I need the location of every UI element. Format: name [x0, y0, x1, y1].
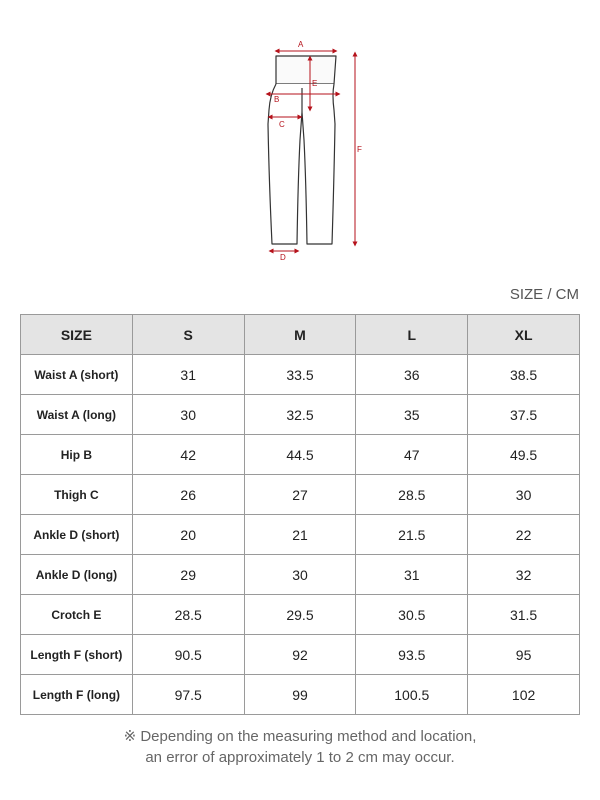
cell: 90.5: [132, 635, 244, 675]
row-label: Waist A (short): [21, 355, 133, 395]
cell: 37.5: [468, 395, 580, 435]
note-line-2: an error of approximately 1 to 2 cm may occur.: [145, 749, 455, 766]
cell: 31: [132, 355, 244, 395]
cell: 47: [356, 435, 468, 475]
cell: 95: [468, 635, 580, 675]
cell: 99: [244, 675, 356, 715]
row-label: Crotch E: [21, 595, 133, 635]
cell: 30: [244, 555, 356, 595]
measurement-note: [0, 726, 600, 768]
row-label: Thigh C: [21, 475, 133, 515]
row-label: Length F (short): [21, 635, 133, 675]
table-header-row: [21, 315, 580, 355]
table-row: [21, 435, 580, 475]
cell: 36: [356, 355, 468, 395]
row-label: Ankle D (long): [21, 555, 133, 595]
label-a: A: [298, 40, 304, 49]
label-b: B: [274, 95, 280, 104]
cell: 31: [356, 555, 468, 595]
header-m: M: [244, 315, 356, 355]
size-chart-table: [20, 314, 580, 715]
table-row: [21, 555, 580, 595]
cell: 102: [468, 675, 580, 715]
cell: 38.5: [468, 355, 580, 395]
cell: 35: [356, 395, 468, 435]
cell: 33.5: [244, 355, 356, 395]
header-l: L: [356, 315, 468, 355]
note-line-1: ※ Depending on the measuring method and location,: [123, 728, 477, 745]
cell: 30: [132, 395, 244, 435]
header-size: SIZE: [21, 315, 133, 355]
table-row: [21, 675, 580, 715]
label-d: D: [280, 253, 286, 262]
pants-measurement-diagram: [240, 30, 380, 270]
label-f: F: [357, 145, 362, 154]
cell: 32.5: [244, 395, 356, 435]
header-s: S: [132, 315, 244, 355]
label-e: E: [312, 79, 318, 88]
table-row: [21, 635, 580, 675]
cell: 21: [244, 515, 356, 555]
cell: 22: [468, 515, 580, 555]
label-c: C: [279, 120, 285, 129]
table-row: [21, 515, 580, 555]
header-xl: XL: [468, 315, 580, 355]
table-row: [21, 395, 580, 435]
cell: 21.5: [356, 515, 468, 555]
cell: 100.5: [356, 675, 468, 715]
cell: 44.5: [244, 435, 356, 475]
table-row: [21, 595, 580, 635]
cell: 29.5: [244, 595, 356, 635]
cell: 30: [468, 475, 580, 515]
cell: 93.5: [356, 635, 468, 675]
cell: 92: [244, 635, 356, 675]
cell: 42: [132, 435, 244, 475]
table-row: [21, 355, 580, 395]
cell: 28.5: [132, 595, 244, 635]
cell: 29: [132, 555, 244, 595]
cell: 26: [132, 475, 244, 515]
cell: 97.5: [132, 675, 244, 715]
cell: 32: [468, 555, 580, 595]
cell: 30.5: [356, 595, 468, 635]
cell: 28.5: [356, 475, 468, 515]
pants-measurement-icon: [240, 30, 380, 270]
row-label: Hip B: [21, 435, 133, 475]
row-label: Ankle D (short): [21, 515, 133, 555]
cell: 49.5: [468, 435, 580, 475]
unit-label: SIZE / CM: [509, 286, 579, 303]
table-row: [21, 475, 580, 515]
cell: 31.5: [468, 595, 580, 635]
cell: 20: [132, 515, 244, 555]
row-label: Waist A (long): [21, 395, 133, 435]
row-label: Length F (long): [21, 675, 133, 715]
cell: 27: [244, 475, 356, 515]
